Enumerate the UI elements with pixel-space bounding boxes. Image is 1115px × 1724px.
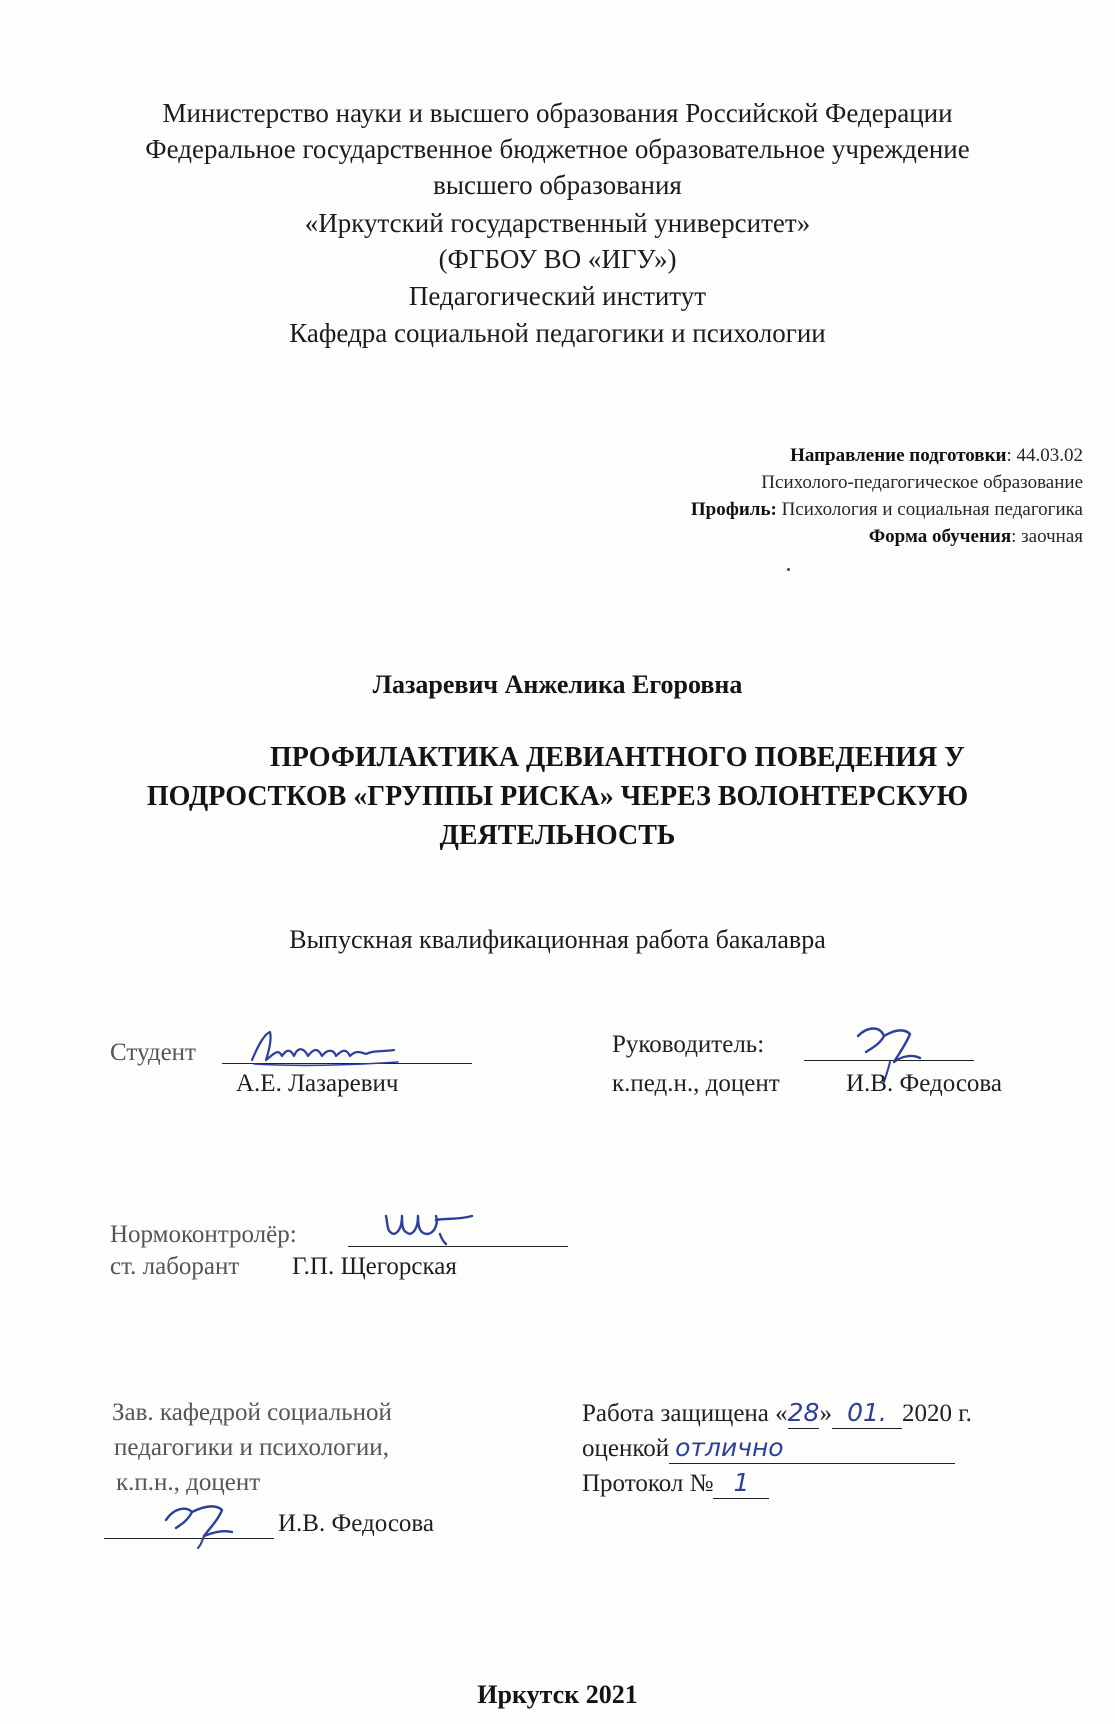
defense-year: 2020 г. — [901, 1400, 972, 1427]
thesis-title-line-3: ДЕЯТЕЛЬНОСТЬ — [439, 820, 676, 851]
direction-name-row: Психолого-педагогическое образование — [761, 472, 1083, 493]
speck — [787, 568, 790, 571]
head-degree: к.п.н., доцент — [116, 1469, 261, 1496]
direction-label: Направление подготовки — [790, 445, 1007, 466]
normcontrol-signature-line — [348, 1246, 568, 1247]
thesis-title-line-2: ПОДРОСТКОВ «ГРУППЫ РИСКА» ЧЕРЕЗ ВОЛОНТЕРСКУЮ — [146, 781, 969, 812]
direction-row — [790, 442, 1083, 469]
form-value: : заочная — [1011, 526, 1083, 547]
supervisor-degree: к.пед.н., доцент — [612, 1070, 780, 1097]
student-signature — [248, 1026, 408, 1070]
direction-value: : 44.03.02 — [1006, 445, 1083, 466]
head-title-line-2: педагогики и психологии, — [114, 1434, 389, 1461]
profile-label: Профиль: — [690, 499, 777, 520]
student-label: Студент — [110, 1039, 196, 1066]
profile-value: Психология и социальная педагогика — [776, 499, 1083, 520]
defense-row — [582, 1398, 972, 1429]
protocol-row — [582, 1468, 769, 1499]
grade-row — [582, 1433, 955, 1464]
normcontrol-label: Нормоконтролёр: — [110, 1221, 297, 1248]
defense-mid: » — [819, 1400, 832, 1427]
work-type: Выпускная квалификационная работа бакалавра — [289, 925, 826, 954]
head-signature — [160, 1490, 260, 1550]
form-label: Форма обучения — [868, 526, 1012, 547]
head-title-line-1: Зав. кафедрой социальной — [112, 1399, 392, 1426]
university-abbr-line: (ФГБОУ ВО «ИГУ») — [438, 244, 677, 274]
education-level-line: высшего образования — [433, 170, 682, 200]
protocol-label: Протокол № — [582, 1470, 714, 1497]
defense-day: 28 — [787, 1398, 820, 1427]
profile-row — [691, 496, 1083, 523]
ministry-line: Министерство науки и высшего образования Российской Федерации — [162, 98, 953, 128]
institution-type-line: Федеральное государственное бюджетное образовательное учреждение — [145, 134, 970, 164]
department-line: Кафедра социальной педагогики и психологии — [289, 318, 826, 348]
normcontrol-name: Г.П. Щегорская — [292, 1253, 457, 1280]
thesis-title-line-1: ПРОФИЛАКТИКА ДЕВИАНТНОГО ПОВЕДЕНИЯ У — [270, 742, 965, 773]
student-name: А.Е. Лазаревич — [236, 1070, 399, 1097]
head-name: И.В. Федосова — [278, 1510, 435, 1537]
university-name-line: «Иркутский государственный университет» — [304, 208, 811, 238]
author-name: Лазаревич Анжелика Егоровна — [372, 670, 743, 699]
study-form-row — [869, 523, 1083, 550]
supervisor-label: Руководитель: — [612, 1031, 765, 1058]
grade-label: оценкой — [582, 1435, 670, 1462]
protocol-number: 1 — [713, 1468, 769, 1499]
institute-line: Педагогический институт — [408, 281, 707, 311]
city-year: Иркутск 2021 — [477, 1680, 638, 1709]
defense-prefix: Работа защищена « — [582, 1400, 788, 1427]
normcontrol-signature — [380, 1206, 480, 1246]
supervisor-name: И.В. Федосова — [846, 1070, 1003, 1097]
grade-value: отлично — [669, 1433, 955, 1464]
normcontrol-position: ст. лаборант — [110, 1253, 240, 1280]
defense-month: 01. — [832, 1398, 902, 1429]
